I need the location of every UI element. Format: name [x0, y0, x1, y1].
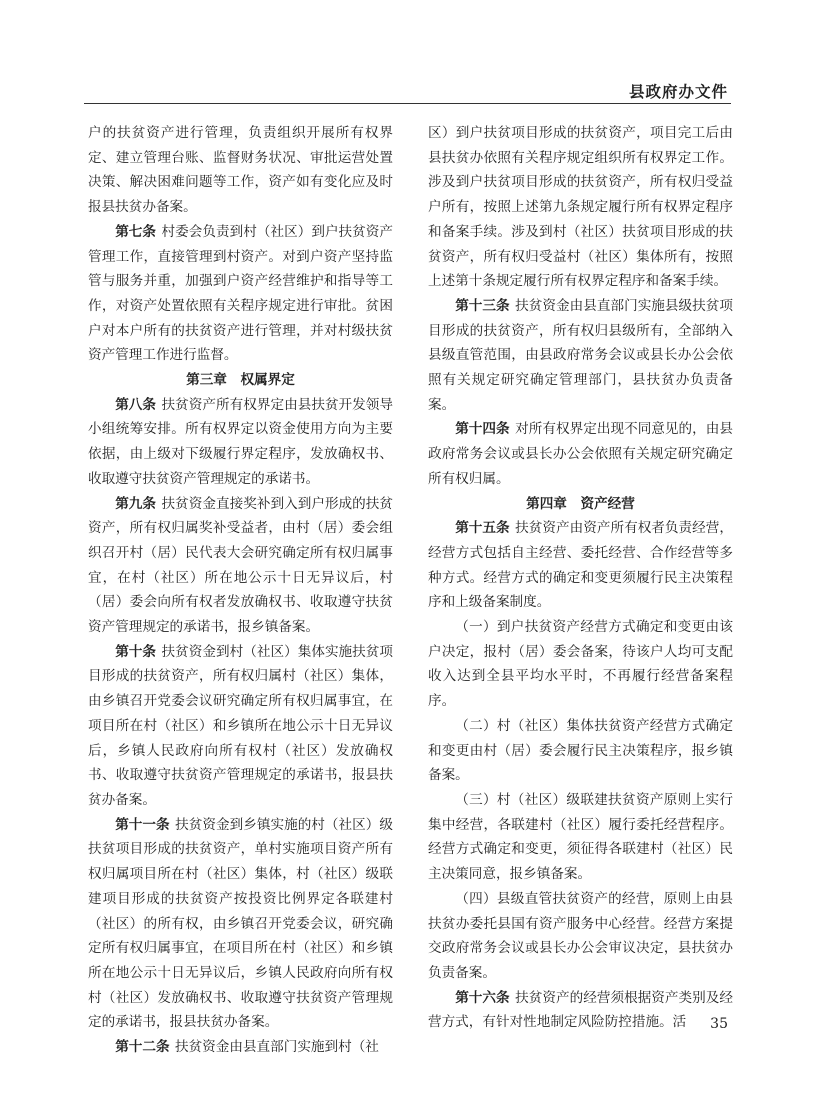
paragraph-text: 扶贫资金到乡镇实施的村（社区）级扶贫项目形成的扶贫资产，单村实施项目资产所有权归属项目所在村（社区）集体，村（社区）级联建项目形成的扶贫资产按投资比例界定各联建村（社区）的所有权，由乡镇召开党委会议，研究确定所有权归属事宜，在项目所在村（社区）和乡镇所在地公示十日无异议后，乡镇人民政府向所有权村（社区）发放确权书、收取遵守扶贫资产管理规定的承诺书，报县扶贫办备案。 [88, 816, 394, 1031]
paragraph-text: 扶贫资金到村（社区）集体实施扶贫项目形成的扶贫资产，所有权归属村（社区）集体，由乡镇召开党委会议研究确定所有权归属事宜，在项目所在村（社区）和乡镇所在地公示十日无异议后，乡镇人民政府向所有权村（社区）发放确权书、收取遵守扶贫资产管理规定的承诺书，报县扶贫办备案。 [88, 643, 394, 808]
article-number: 第七条 [115, 223, 157, 240]
left-column [88, 121, 393, 1060]
paragraph-text: 扶贫资金由县直部门实施到村（社 [175, 1039, 379, 1056]
chapter-heading: 第四章 资产经营 [526, 495, 635, 512]
paragraph-text: 扶贫资产所有权界定由县扶贫开发领导小组统筹安排。所有权界定以资金使用方向为主要依据，由上级对下级履行界定程序，发放确权书、收取遵守扶贫资产管理规定的承诺书。 [88, 396, 394, 487]
paragraph-text: 区）到户扶贫项目形成的扶贫资产，项目完工后由县扶贫办依照有关程序规定组织所有权界定工作。涉及到户扶贫项目形成的扶贫资产，所有权归受益户所有，按照上述第九条规定履行所有权界定程序和备案手续。涉及到村（社区）扶贫项目形成的扶贫资产，所有权归受益村（社区）集体所有，按照上述第十条规定履行所有权界定程序和备案手续。 [428, 125, 733, 290]
paragraph [428, 516, 733, 615]
article-number: 第十二条 [115, 1039, 170, 1056]
article-number: 第十五条 [455, 520, 510, 537]
article-number: 第十条 [115, 643, 157, 660]
header-divider [84, 103, 731, 104]
paragraph [428, 714, 733, 788]
paragraph-text: 扶贫资产的经营须根据资产类别及经营方式，有针对性地制定风险防控措施。活 [428, 989, 734, 1031]
paragraph-text: （二）村（社区）集体扶贫资产经营方式确定和变更由村（居）委会履行民主决策程序，报乡镇备案。 [428, 717, 733, 784]
paragraph [88, 393, 393, 492]
page-number: 35 [710, 1016, 728, 1032]
paragraph [428, 986, 733, 1035]
article-number: 第八条 [115, 396, 157, 413]
paragraph [428, 294, 733, 418]
chapter-heading: 第三章 权属界定 [186, 372, 295, 389]
paragraph [88, 1035, 393, 1060]
paragraph-text: 扶贫资产由资产所有权者负责经营，经营方式包括自主经营、委托经营、合作经营等多种方式。经营方式的确定和变更须履行民主决策程序和上级备案制度。 [428, 520, 734, 611]
article-number: 第十六条 [455, 989, 510, 1006]
article-number: 第十三条 [455, 297, 510, 314]
paragraph [88, 640, 393, 813]
paragraph [88, 813, 393, 1035]
paragraph-text: 扶贫资金由县直部门实施县级扶贫项目形成的扶贫资产，所有权归县级所有，全部纳入县级直管范围，由县政府常务会议或县长办公会依照有关规定研究确定管理部门，县扶贫办负责备案。 [428, 297, 734, 413]
paragraph-text: 对所有权界定出现不同意见的，由县政府常务会议或县长办公会依照有关规定研究确定所有权归属。 [428, 421, 734, 487]
paragraph [88, 492, 393, 640]
paragraph-text: 户的扶贫资产进行管理，负责组织开展所有权界定、建立管理台账、监督财务状况、审批运营处置决策、解决困难问题等工作，资产如有变化应及时报县扶贫办备案。 [88, 125, 393, 216]
paragraph [88, 121, 393, 220]
article-number: 第九条 [115, 495, 157, 512]
paragraph [428, 121, 733, 294]
paragraph [428, 788, 733, 887]
page-header-title: 县政府办文件 [628, 83, 728, 101]
paragraph [428, 417, 733, 491]
paragraph [428, 615, 733, 714]
paragraph-text: （三）村（社区）级联建扶贫资产原则上实行集中经营，各联建村（社区）履行委托经营程序。经营方式确定和变更，须征得各联建村（社区）民主决策同意，报乡镇备案。 [428, 791, 733, 883]
article-number: 第十一条 [115, 816, 170, 833]
paragraph [88, 220, 393, 368]
paragraph-text: （四）县级直管扶贫资产的经营，原则上由县扶贫办委托县国有资产服务中心经营。经营方案提交政府常务会议或县长办公会审议决定，县扶贫办负责备案。 [428, 890, 733, 981]
paragraph-text: 村委会负责到村（社区）到户扶贫资产管理工作，直接管理到村资产。对到户资产坚持监管与服务并重，加强到户资产经营维护和指导等工作，对资产处置依照有关程序规定进行审批。贫困户对本户所有的扶贫资产进行管理，并对村级扶贫资产管理工作进行监督。 [88, 223, 394, 364]
paragraph [428, 887, 733, 986]
paragraph-text: 扶贫资金直接奖补到入到户形成的扶贫资产，所有权归属奖补受益者，由村（居）委会组织召开村（居）民代表大会研究确定所有权归属事宜，在村（社区）所在地公示十日无异议后，村（居）委会向所有权者发放确权书、收取遵守扶贫资产管理规定的承诺书，报乡镇备案。 [88, 495, 394, 636]
paragraph-text: （一）到户扶贫资产经营方式确定和变更由该户决定，报村（居）委会备案，待该户人均可支配收入达到全县平均水平时，不再履行经营备案程序。 [428, 619, 733, 710]
article-number: 第十四条 [455, 421, 510, 438]
right-column [428, 121, 733, 1035]
